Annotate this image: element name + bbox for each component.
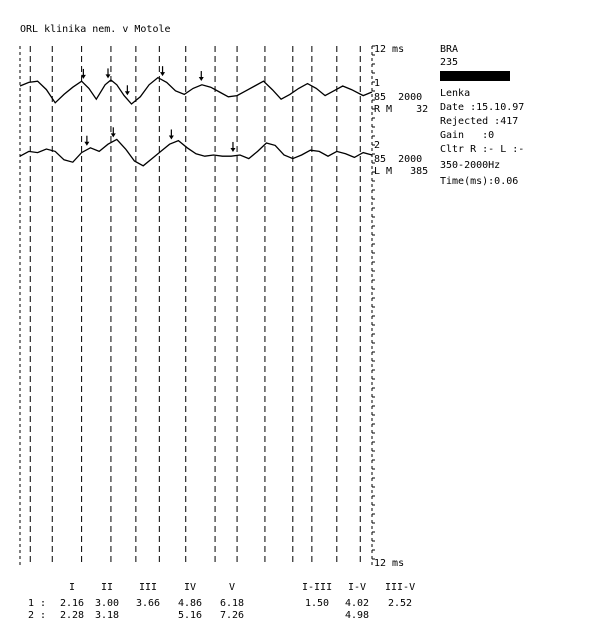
latency-header: I-III: [302, 582, 333, 593]
peak-marker-arrow: [111, 127, 116, 137]
peak-marker-arrow: [84, 136, 89, 146]
peak-marker-arrow: [230, 142, 235, 152]
patient-date: Date :15.10.97: [440, 102, 525, 113]
peak-marker-head: [169, 135, 174, 139]
scale-bottom-label: 12 ms: [374, 558, 405, 569]
patient-code: BRA: [440, 44, 459, 55]
latency-header: IV: [184, 582, 197, 593]
latency-value: 2.28: [60, 610, 85, 621]
trace-2-number: 2: [374, 140, 381, 151]
latency-value: 5.16: [178, 610, 203, 621]
peak-marker-arrow: [125, 85, 130, 95]
latency-header: III-V: [385, 582, 416, 593]
peak-marker-arrow: [160, 66, 165, 76]
latency-header: I: [69, 582, 76, 593]
trace-2-params: 85 2000: [374, 154, 423, 165]
latency-value: 3.18: [95, 610, 120, 621]
latency-value: 4.98: [345, 610, 370, 621]
redacted-name: [440, 71, 510, 81]
latency-header: II: [101, 582, 114, 593]
patient-number: 235: [440, 57, 459, 68]
latency-value: 4.86: [178, 598, 203, 609]
peak-marker-head: [230, 148, 235, 152]
waveform-traces: [20, 78, 372, 166]
latency-row-label: 2 :: [28, 610, 47, 621]
latency-header: V: [229, 582, 236, 593]
scale-top-label: 12 ms: [374, 44, 405, 55]
latency-value: 6.18: [220, 598, 245, 609]
latency-value: 2.52: [388, 598, 413, 609]
trace-2-channel: L M 385: [374, 166, 429, 177]
trace-1-number: 1: [374, 78, 381, 89]
latency-header: I-V: [348, 582, 367, 593]
peak-marker-arrow: [199, 71, 204, 81]
trace-1-channel: R M 32: [374, 104, 429, 115]
patient-rejected: Rejected :417: [440, 116, 519, 127]
peak-marker-head: [111, 133, 116, 137]
peak-marker-arrow: [106, 68, 111, 78]
latency-value: 7.26: [220, 610, 245, 621]
grid-lines: [20, 46, 375, 566]
latency-value: 3.00: [95, 598, 120, 609]
latency-value: 2.16: [60, 598, 85, 609]
page-title: ORL klinika nem. v Motole: [20, 24, 171, 35]
patient-time: Time(ms):0.06: [440, 176, 519, 187]
trace-1-params: 85 2000: [374, 92, 423, 103]
latency-header: III: [139, 582, 158, 593]
peak-marker-head: [160, 72, 165, 76]
patient-filter: 350-2000Hz: [440, 160, 501, 171]
patient-gain: Gain :0: [440, 130, 495, 141]
patient-first-name: Lenka: [440, 88, 471, 99]
peak-marker-head: [84, 142, 89, 146]
latency-value: 4.02: [345, 598, 370, 609]
peak-marker-arrow: [169, 129, 174, 139]
peak-marker-head: [106, 74, 111, 78]
trace-1-line: [20, 78, 372, 104]
peak-markers: [81, 66, 236, 152]
peak-marker-head: [125, 91, 130, 95]
peak-marker-head: [199, 77, 204, 81]
latency-value: 3.66: [136, 598, 161, 609]
patient-cltr: Cltr R :- L :-: [440, 144, 525, 155]
latency-row-label: 1 :: [28, 598, 47, 609]
trace-2-line: [20, 139, 372, 165]
latency-value: 1.50: [305, 598, 330, 609]
